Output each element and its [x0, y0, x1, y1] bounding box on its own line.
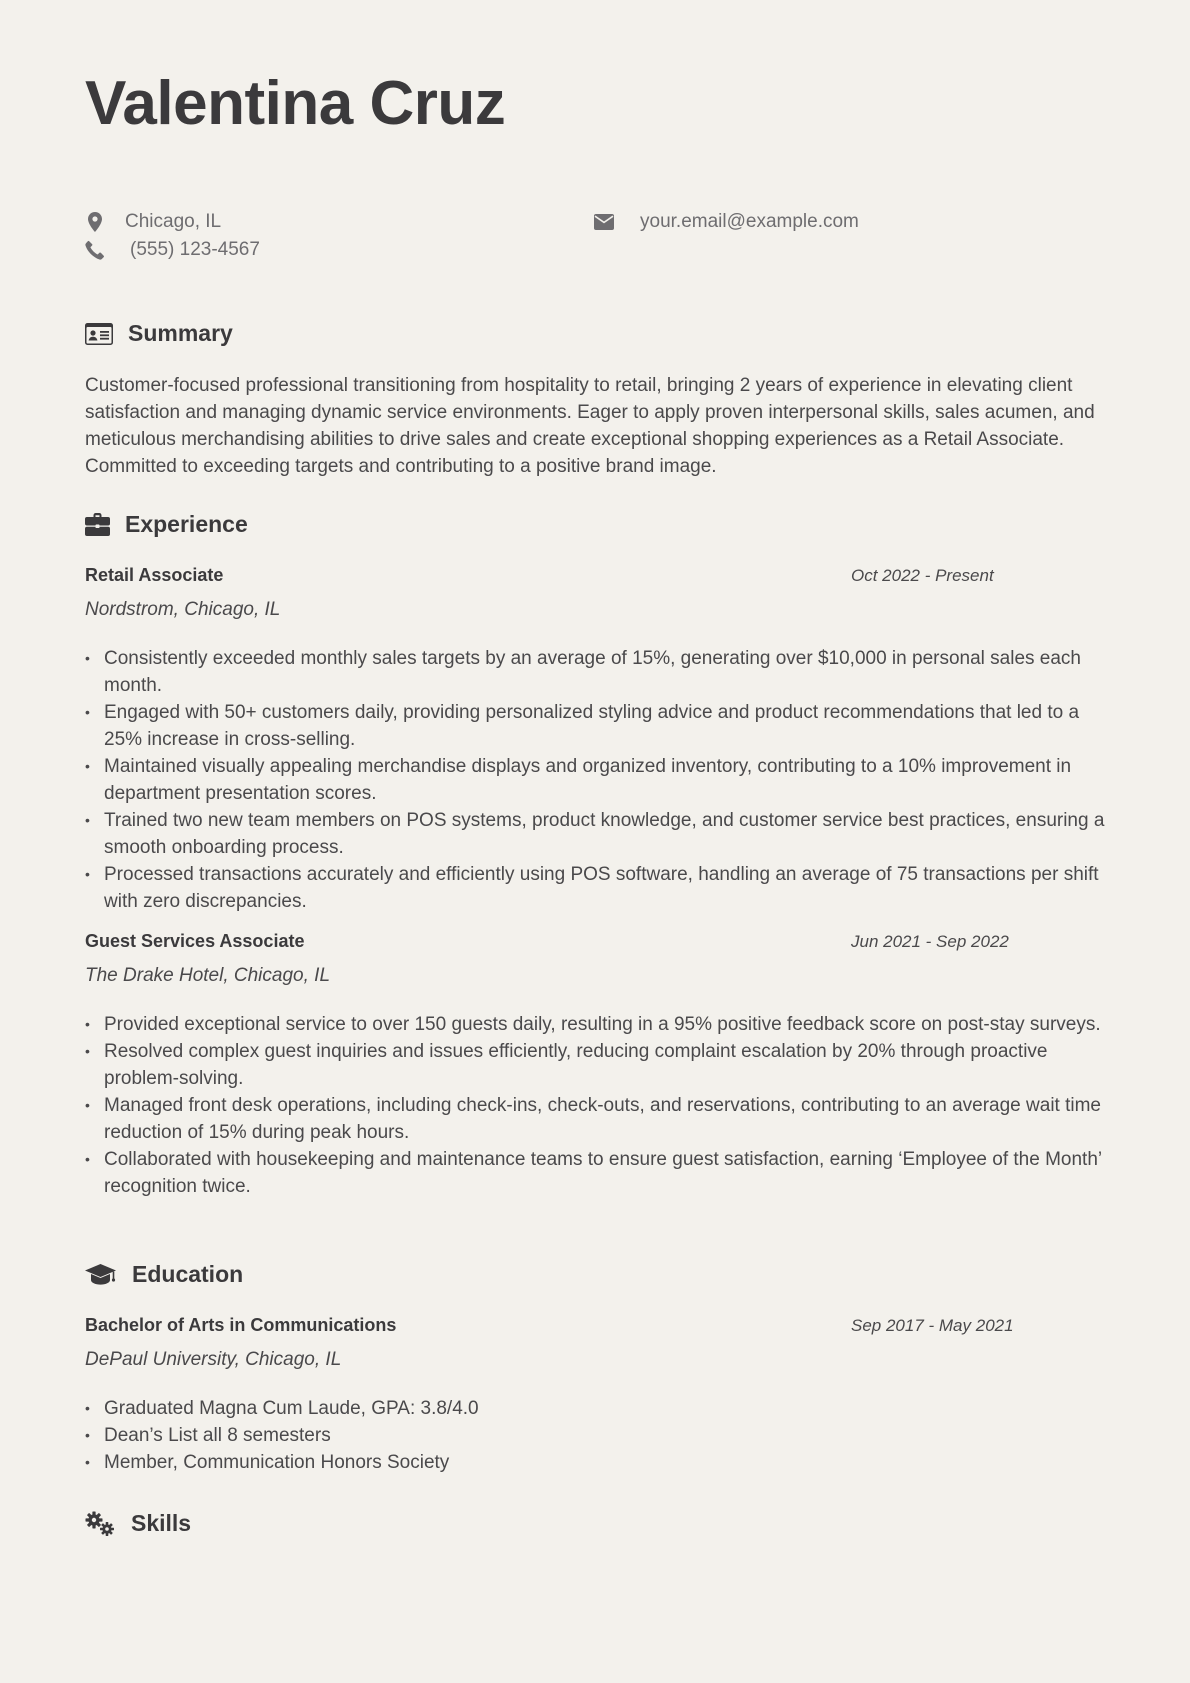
- briefcase-icon: [85, 513, 110, 536]
- school-name: DePaul University, Chicago, IL: [85, 1349, 342, 1370]
- map-marker-icon: [85, 211, 105, 233]
- list-item: • Provided exceptional service to over 150 guests daily, resulting in a 95% positive feedback score on post-stay surveys.: [85, 1011, 1105, 1038]
- job-date: Oct 2022 - Present: [851, 566, 994, 585]
- job-date: Jun 2021 - Sep 2022: [851, 932, 1009, 951]
- list-item: • Trained two new team members on POS systems, product knowledge, and customer service best practices, ensuring a smooth onboarding process.: [85, 807, 1105, 861]
- list-item: • Consistently exceeded monthly sales targets by an average of 15%, generating over $10,000 in personal sales each month.: [85, 645, 1105, 699]
- phone-icon: [85, 239, 105, 261]
- job-bullets: [85, 645, 1105, 915]
- candidate-name: Valentina Cruz: [85, 69, 506, 138]
- list-item: • Member, Communication Honors Society: [85, 1449, 1105, 1476]
- list-item: • Resolved complex guest inquiries and issues efficiently, reducing complaint escalation by 20% through proactive problem-solving.: [85, 1038, 1105, 1092]
- envelope-icon: [594, 211, 614, 233]
- job-title: Guest Services Associate: [85, 931, 305, 951]
- skills-heading: [85, 1510, 191, 1537]
- job-organization: Nordstrom, Chicago, IL: [85, 599, 281, 620]
- contact-location: [85, 211, 221, 233]
- summary-title: Summary: [128, 320, 233, 346]
- experience-heading: [85, 511, 248, 538]
- list-item: • Processed transactions accurately and efficiently using POS software, handling an average of 75 transactions per shift with zero discrepancies.: [85, 861, 1105, 915]
- skills-title: Skills: [131, 1510, 192, 1536]
- location-text: Chicago, IL: [125, 211, 222, 232]
- degree-title: Bachelor of Arts in Communications: [85, 1315, 397, 1335]
- summary-text: Customer-focused professional transitioning from hospitality to retail, bringing 2 years of experience in elevating client satisfaction and managing dynamic service environments. Eager to apply proven interpersonal skills, sales acumen, and meticulous merchandising abilities to drive sales and create exceptional shopping experiences as a Retail Associate. Committed to exceeding targets and contributing to a positive brand image.: [85, 375, 1095, 477]
- job-title: Retail Associate: [85, 565, 224, 585]
- list-item: • Managed front desk operations, including check-ins, check-outs, and reservations, contributing to an average wait time reduction of 15% during peak hours.: [85, 1092, 1105, 1146]
- education-title: Education: [132, 1261, 244, 1287]
- education-bullets: [85, 1395, 1105, 1476]
- contact-email: [594, 211, 859, 233]
- list-item: • Maintained visually appealing merchandise displays and organized inventory, contributing to a 10% improvement in department presentation scores.: [85, 753, 1105, 807]
- summary-heading: [85, 320, 233, 347]
- cogs-icon: [85, 1511, 115, 1537]
- id-card-icon: [85, 323, 113, 345]
- phone-text: (555) 123-4567: [130, 239, 260, 260]
- job-bullets: [85, 1011, 1105, 1200]
- job-organization: The Drake Hotel, Chicago, IL: [85, 965, 331, 986]
- list-item: • Dean’s List all 8 semesters: [85, 1422, 1105, 1449]
- list-item: • Engaged with 50+ customers daily, providing personalized styling advice and product recommendations that led to a 25% increase in cross-selling.: [85, 699, 1105, 753]
- graduation-cap-icon: [85, 1263, 116, 1287]
- email-text: your.email@example.com: [640, 211, 859, 232]
- contact-phone: [85, 239, 260, 261]
- list-item: • Collaborated with housekeeping and maintenance teams to ensure guest satisfaction, earning ‘Employee of the Month’ recognition twice.: [85, 1146, 1105, 1200]
- education-heading: [85, 1261, 243, 1288]
- list-item: • Graduated Magna Cum Laude, GPA: 3.8/4.0: [85, 1395, 1105, 1422]
- experience-title: Experience: [125, 511, 248, 537]
- education-date: Sep 2017 - May 2021: [851, 1316, 1014, 1335]
